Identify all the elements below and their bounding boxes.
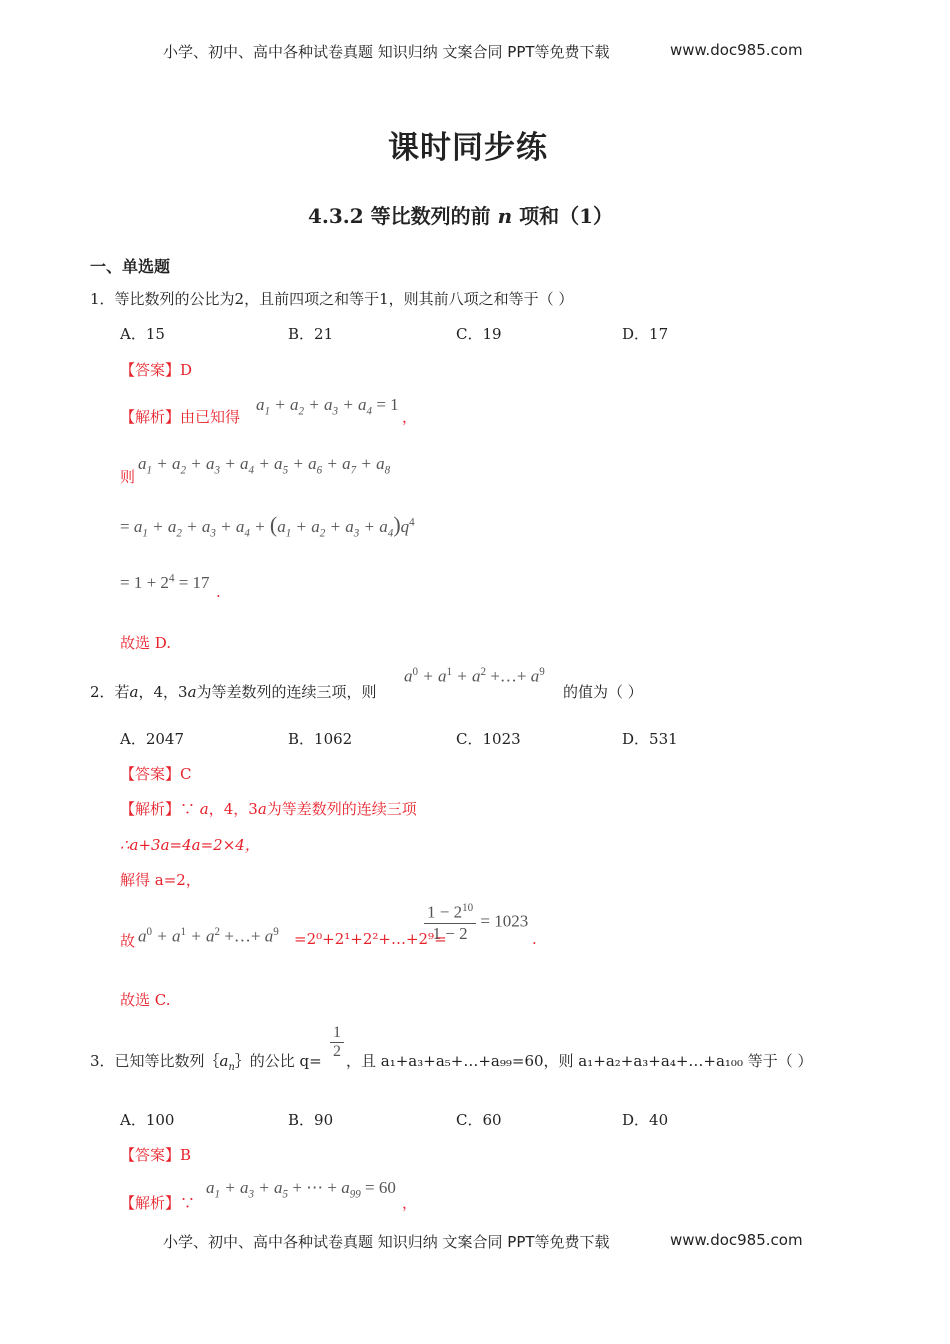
q2-stem: 2．若a，4，3a为等差数列的连续三项，则 — [90, 683, 377, 701]
q1-formula-result: = $1 + 2^4 = 17$ — [120, 572, 210, 592]
q1-comma: ， — [402, 408, 418, 426]
q3-stem-a: 3．已知等比数列$\{a_n\}$的公比 q= — [90, 1052, 322, 1073]
q1-option-c: C．19 — [456, 325, 502, 343]
q2-analysis-c: 为等差数列的连续三项 — [266, 800, 417, 818]
header-url[interactable]: www.doc985.com — [670, 41, 803, 59]
q3-stem-b: ｝的公比 q= — [234, 1052, 322, 1070]
q2-step3-prefix: 故 — [120, 932, 136, 950]
q3-formula-odd-sum: $a_1 + a_3 + a_5$ + ⋯ + $a_{99} = 60$ — [206, 1178, 396, 1201]
q3-option-a: A．100 — [120, 1111, 175, 1129]
q1-option-d: D．17 — [622, 325, 669, 343]
q1-formula-expand: = $a_1 + a_2 + a_3 + a_4 + (a_1 + a_2 + a_3 + a_4)q^4$ — [120, 512, 415, 540]
q1-formula-sum8: $a_1 + a_2 + a_3 + a_4 + a_5 + a_6 + a_7 + a_8$ — [138, 454, 391, 477]
q2-formula-series-repeat: $a^0 + a^1 + a^2$ +…+ $a^9$ — [138, 926, 279, 946]
q2-stem-c: 为等差数列的连续三项，则 — [196, 683, 377, 701]
q3-stem-a-text: 3．已知等比数列｛ — [90, 1052, 220, 1070]
q3-analysis-label: 【解析】∵ — [120, 1194, 196, 1212]
q2-answer: 【答案】C — [120, 765, 192, 783]
q2-option-a: A．2047 — [120, 730, 185, 748]
q1-stem: 1．等比数列的公比为2，且前四项之和等于1，则其前八项之和等于（ ） — [90, 290, 574, 308]
subtitle-prefix: 4.3.2 等比数列的前 — [308, 204, 491, 228]
q1-option-b: B．21 — [288, 325, 334, 343]
q1-analysis-label: 【解析】由已知得 — [120, 408, 241, 426]
q2-analysis-a: 【解析】∵ — [120, 800, 196, 818]
footer-banner: 小学、初中、高中各种试卷真题 知识归纳 文案合同 PPT等免费下载 — [163, 1233, 610, 1251]
subtitle-suffix: 项和（1） — [519, 204, 614, 228]
q2-period: . — [532, 930, 537, 948]
q3-option-d: D．40 — [622, 1111, 669, 1129]
q2-option-b: B．1062 — [288, 730, 353, 748]
q2-analysis: 【解析】∵ a，4，3a为等差数列的连续三项 — [120, 800, 417, 818]
subtitle-var: n — [497, 204, 513, 228]
q2-formula-series: $a^0 + a^1 + a^2$ +…+ $a^9$ — [404, 666, 545, 686]
header-banner: 小学、初中、高中各种试卷真题 知识归纳 文案合同 PPT等免费下载 — [163, 43, 610, 61]
q3-option-b: B．90 — [288, 1111, 334, 1129]
q3-fraction-half: $\frac{1}{2}$ — [330, 1024, 344, 1061]
q2-step2: 解得 a=2， — [120, 871, 201, 889]
section-heading: 一、单选题 — [90, 257, 171, 276]
q2-option-c: C．1023 — [456, 730, 521, 748]
q2-step1: ∴a+3a=4a=2×4， — [120, 836, 260, 854]
q2-conclusion: 故选 C. — [120, 991, 171, 1009]
q2-step3-mid: =2⁰+2¹+2²+…+2⁹= — [294, 930, 447, 948]
q1-option-a: A．15 — [120, 325, 165, 343]
q1-period: . — [216, 583, 221, 601]
footer-url[interactable]: www.doc985.com — [670, 1231, 803, 1249]
q1-formula-given: $a_1 + a_2 + a_3 + a_4 = 1$ — [256, 395, 399, 418]
q3-option-c: C．60 — [456, 1111, 502, 1129]
q1-conclusion: 故选 D. — [120, 634, 172, 652]
q2-formula-fraction: $\frac{1 - 2^{10}}{1 - 2}$ = 1023 — [424, 902, 528, 944]
q2-analysis-b: ，4，3 — [208, 800, 258, 818]
q1-then: 则 — [120, 468, 136, 486]
page-title: 课时同步练 — [388, 130, 548, 166]
q3-comma: ， — [402, 1194, 418, 1212]
q2-option-d: D．531 — [622, 730, 678, 748]
q2-stem-b: ，4，3 — [138, 683, 188, 701]
q1-answer: 【答案】D — [120, 361, 193, 379]
q2-stem-d: 的值为（ ） — [563, 683, 643, 701]
q2-stem-a: 2．若 — [90, 683, 130, 701]
page-subtitle — [308, 200, 613, 229]
q3-stem-c: ，且 a₁+a₃+a₅+…+a₉₉=60，则 a₁+a₂+a₃+a₄+…+a₁₀₀ 等于（ ） — [346, 1052, 813, 1070]
q3-answer: 【答案】B — [120, 1146, 192, 1164]
